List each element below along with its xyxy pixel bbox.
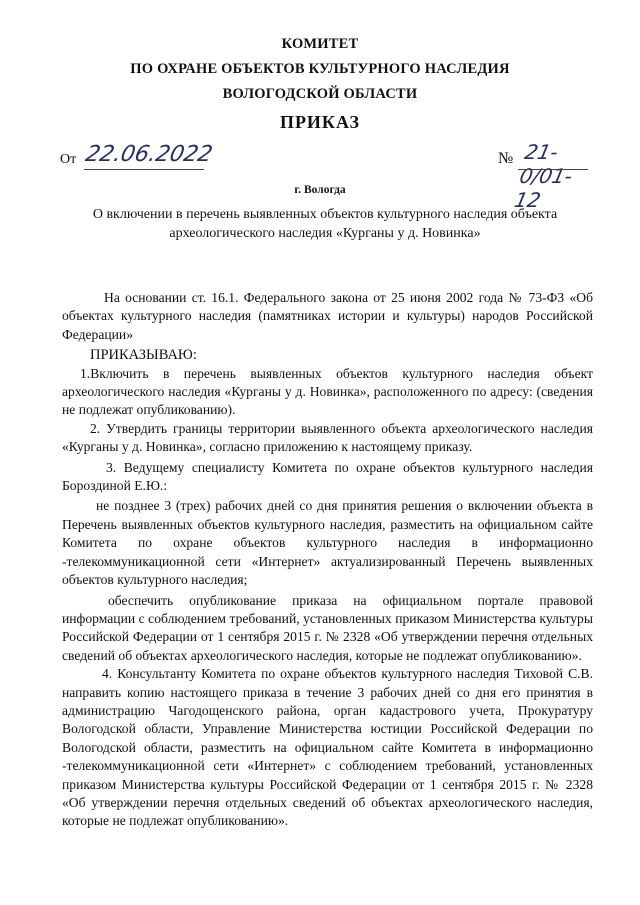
number-handwritten: 21-0/01-12 [512, 140, 575, 212]
item-3-paragraph: 3. Ведущему специалисту Комитета по охране объектов культурного наследия Бороздиной Е.Ю.: [62, 459, 593, 494]
item-4-paragraph: 4. Консультанту Комитета по охране объектов культурного наследия Тиховой С.В. направить копию настоящего приказа в течение 3 рабочих дней со дня его принятия в администрацию Чагодощенского района, орган кадастрового учета, Прокуратуру Вологодской области, Управление Министерства юстиции Российской Федерации по Вологодской области, разместить на официальном сайте Комитета в информационно -телекоммуникационной сети «Интернет» с соблюдением требований, установленных приказом Министерства культуры Российской Федерации от 1 сентября 2015 г. № 2328 «Об утверждении перечня отдельных сведений об объектах археологического наследия, которые не подлежат опубликованию». [62, 666, 593, 829]
preamble-paragraph: На основании ст. 16.1. Федерального закона от 25 июня 2002 года № 73-ФЗ «Об объектах культурного наследия (памятниках истории и культуры) народов Российской Федерации» [62, 290, 593, 342]
committee-subheading: ПО ОХРАНЕ ОБЪЕКТОВ КУЛЬТУРНОГО НАСЛЕДИЯ [130, 61, 510, 77]
number-underline [518, 169, 588, 170]
region-heading: ВОЛОГОДСКОЙ ОБЛАСТИ [222, 86, 418, 102]
date-label: От [60, 152, 77, 167]
date-underline [84, 169, 204, 170]
document-type-title: ПРИКАЗ [279, 112, 361, 132]
order-subject: О включении в перечень выявленных объектов культурного наследия объекта археологического наследия «Курганы у д. Новинка» [92, 207, 558, 241]
item-3a-paragraph: не позднее 3 (трех) рабочих дней со дня принятия решения о включении объекта в Перечень выявленных объектов культурного наследия, разместить на официальном сайте Комитета по охране объектов культурного наследия в информационно -телекоммуникационной сети «Интернет» актуализированный Перечень выявленных объектов культурного наследия; [62, 498, 593, 588]
item-2-paragraph: 2. Утвердить границы территории выявленного объекта археологического наследия «Курганы у д. Новинка», согласно приложению к настоящему приказу. [62, 420, 593, 455]
date-handwritten: 22.06.2022 [83, 142, 215, 167]
item-3b-paragraph: обеспечить опубликование приказа на официальном портале правовой информации с соблюдением требований, установленных приказом Министерства культуры Российской Федерации от 1 сентября 2015 г. № 2328 «Об утверждении перечня отдельных сведений об объектах археологического наследия, которые не подлежат опубликованию». [62, 592, 593, 663]
order-body [62, 289, 593, 831]
number-label: № [498, 150, 514, 167]
city-label: г. Вологда [294, 184, 346, 196]
item-1-paragraph: 1.Включить в перечень выявленных объектов культурного наследия объект археологического наследия «Курганы у д. Новинка», расположенного по адресу: (сведения не подлежат опубликованию). [62, 365, 593, 418]
committee-heading: КОМИТЕТ [281, 36, 359, 52]
order-word: ПРИКАЗЫВАЮ: [90, 347, 197, 364]
